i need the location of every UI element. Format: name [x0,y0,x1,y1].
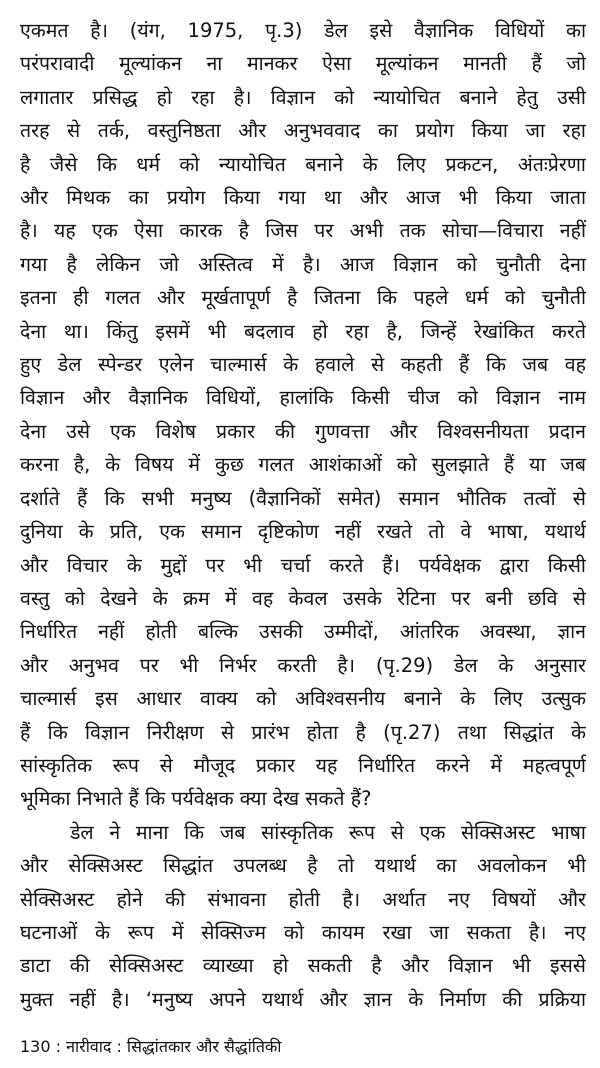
text-line: निर्धारित नहीं होती बल्कि उसकी उम्मीदों, आंतरिक अवस्था, ज्ञान [20,620,586,644]
text-line: है। यह एक ऐसा कारक है जिस पर अभी तक सोचा—विचारा नहीं [20,219,586,243]
page-number: 130 [20,1037,51,1056]
text-line: और अनुभव पर भी निर्भर करती है। (पृ.29) डेल के अनुसार [20,653,586,677]
page-footer [20,1036,281,1058]
text-line: लगातार प्रसिद्ध हो रहा है। विज्ञान को न्यायोचित बनाने हेतु उसी [20,85,586,109]
text-line: और सेक्सिअस्ट सिद्धांत उपलब्ध है तो यथार्थ का अवलोकन भी [20,854,586,878]
text-line: सांस्कृतिक रूप से मौजूद प्रकार यह निर्धारित करने में महत्वपूर्ण [20,753,586,777]
text-line: हैं कि विज्ञान निरीक्षण से प्रारंभ होता है (पृ.27) तथा सिद्धांत के [20,720,586,744]
text-line: इतना ही गलत और मूर्खतापूर्ण है जितना कि पहले धर्म को चुनौती [20,286,586,310]
text-line: डाटा की सेक्सिअस्ट व्याख्या हो सकती है और विज्ञान भी इससे [20,954,586,978]
text-line: देना उसे एक विशेष प्रकार की गुणवत्ता और विश्वसनीयता प्रदान [20,419,586,443]
text-line: विज्ञान और वैज्ञानिक विधियों, हालांकि किसी चीज को विज्ञान नाम [20,386,586,410]
book-title: नारीवाद : सिद्धांतकार और सैद्धांतिकी [66,1037,282,1056]
text-line: दुनिया के प्रति, एक समान दृष्टिकोण नहीं रखते तो वे भाषा, यथार्थ [20,520,586,544]
text-line: और मिथक का प्रयोग किया गया था और आज भी किया जाता [20,186,586,210]
text-line: गया है लेकिन जो अस्तित्व में है। आज विज्ञान को चुनौती देना [20,252,586,276]
text-line: वस्तु को देखने के क्रम में वह केवल उसके रेटिना पर बनी छवि से [20,586,586,610]
text-line: परंपरावादी मूल्यांकन ना मानकर ऐसा मूल्यांकन मानती हैं जो [20,52,586,76]
text-line: और विचार के मुद्दों पर भी चर्चा करते हैं। पर्यवेक्षक द्वारा किसी [20,553,586,577]
text-line: तरह से तर्क, वस्तुनिष्ठता और अनुभववाद का प्रयोग किया जा रहा [20,119,586,143]
text-line: दर्शाते हैं कि सभी मनुष्य (वैज्ञानिकों समेत) समान भौतिक तत्वों से [20,486,586,510]
text-line: है जैसे कि धर्म को न्यायोचित बनाने के लिए प्रकटन, अंतःप्रेरणा [20,152,586,176]
text-line: देना था। किंतु इसमें भी बदलाव हो रहा है, जिन्हें रेखांकित करते [20,319,586,343]
text-line: घटनाओं के रूप में सेक्सिज्म को कायम रखा जा सकता है। नए [20,920,586,944]
text-line: भूमिका निभाते हैं कि पर्यवेक्षक क्या देख सकते हैं? [20,787,372,811]
body-text [20,14,586,1016]
text-line: एकमत है। (यंग, 1975, पृ.3) डेल इसे वैज्ञानिक विधियों का [20,19,586,42]
text-line: मुक्त नहीं है। ‘मनुष्य अपने यथार्थ और ज्ञान के निर्माण की प्रक्रिया [20,987,586,1011]
text-line: हुए डेल स्पेन्डर एलेन चाल्मार्स के हवाले से कहती हैं कि जब वह [20,353,586,377]
footer-separator: : [55,1037,62,1056]
text-line: सेक्सिअस्ट होने की संभावना होती है। अर्थात नए विषयों और [20,887,586,911]
text-line: चाल्मार्स इस आधार वाक्य को अविश्वसनीय बनाने के लिए उत्सुक [20,687,586,711]
text-line: डेल ने माना कि जब सांस्कृतिक रूप से एक सेक्सिअस्ट भाषा [70,820,586,844]
text-line: करना है, के विषय में कुछ गलत आशंकाओं को सुलझाते हैं या जब [20,453,586,477]
